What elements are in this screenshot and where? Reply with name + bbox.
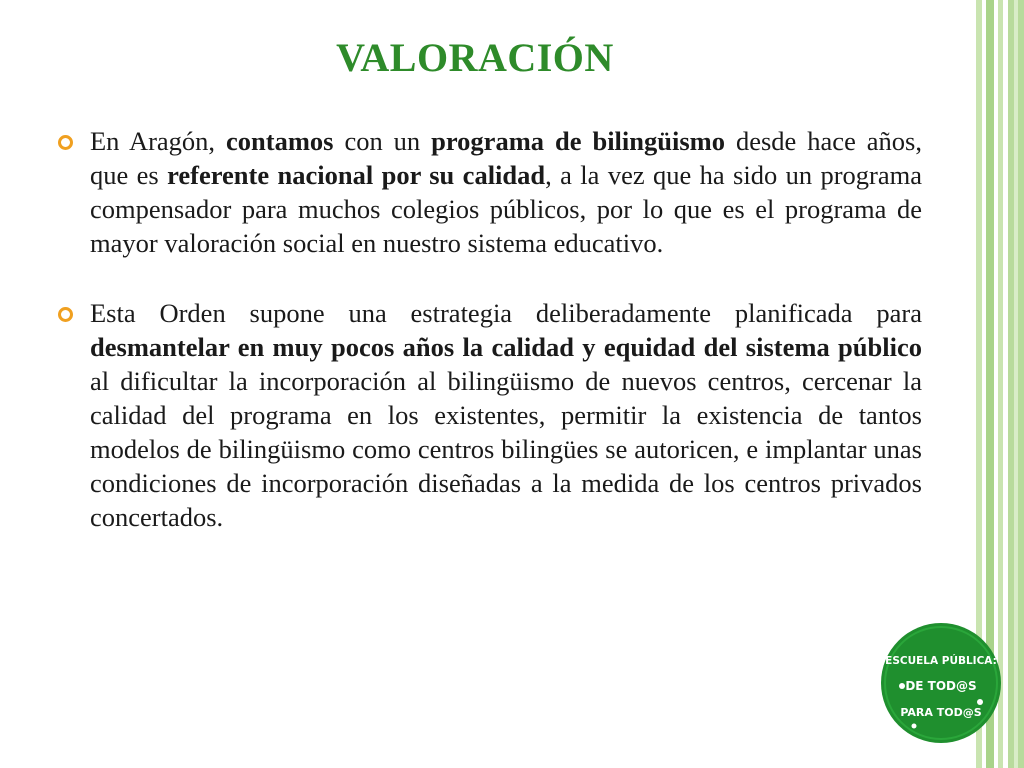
logo-line: PARA TOD@S [900,706,982,719]
logo-line: DE TOD@S [905,679,977,693]
slide-title: VALORACIÓN [336,35,614,80]
decorative-stripe [1014,0,1018,768]
logo-line: ESCUELA PÚBLICA: [885,655,997,667]
text-segment: Esta Orden supone una estrategia deliberadamente planificada para [90,298,922,328]
bullet-item [58,296,922,534]
bold-segment: referente nacional por su calidad [167,160,546,190]
bold-segment: desmantelar en muy pocos años la calidad y equidad del sistema público [90,332,922,362]
bold-segment: contamos [226,126,334,156]
escuela-publica-logo-icon [880,622,1002,744]
text-segment: En Aragón, [90,126,227,156]
bullet-marker-icon [58,135,73,150]
bullet-text [90,126,922,258]
text-segment: con un [333,126,432,156]
bullet-item [58,124,922,260]
text-segment: al dificultar la incorporación al bilingüismo de nuevos centros, cercenar la calidad del programa en los existentes, permitir la existencia de tantos modelos de bilingüismo como centros bilingües se autoricen, e implantar unas condiciones de incorporación diseñadas a la medida de los centros privados concertados. [90,366,922,532]
text-segment: , a la vez que ha sido un programa compensador para muchos colegios públicos, por lo que es el programa de mayor valoración social en nuestro sistema educativo. [90,160,922,258]
text-segment: desde hace años, que es [90,126,922,190]
bullet-marker-icon [58,307,73,322]
bold-segment: programa de bilingüismo [431,126,726,156]
bullet-list [58,124,922,534]
bullet-text [90,298,922,532]
